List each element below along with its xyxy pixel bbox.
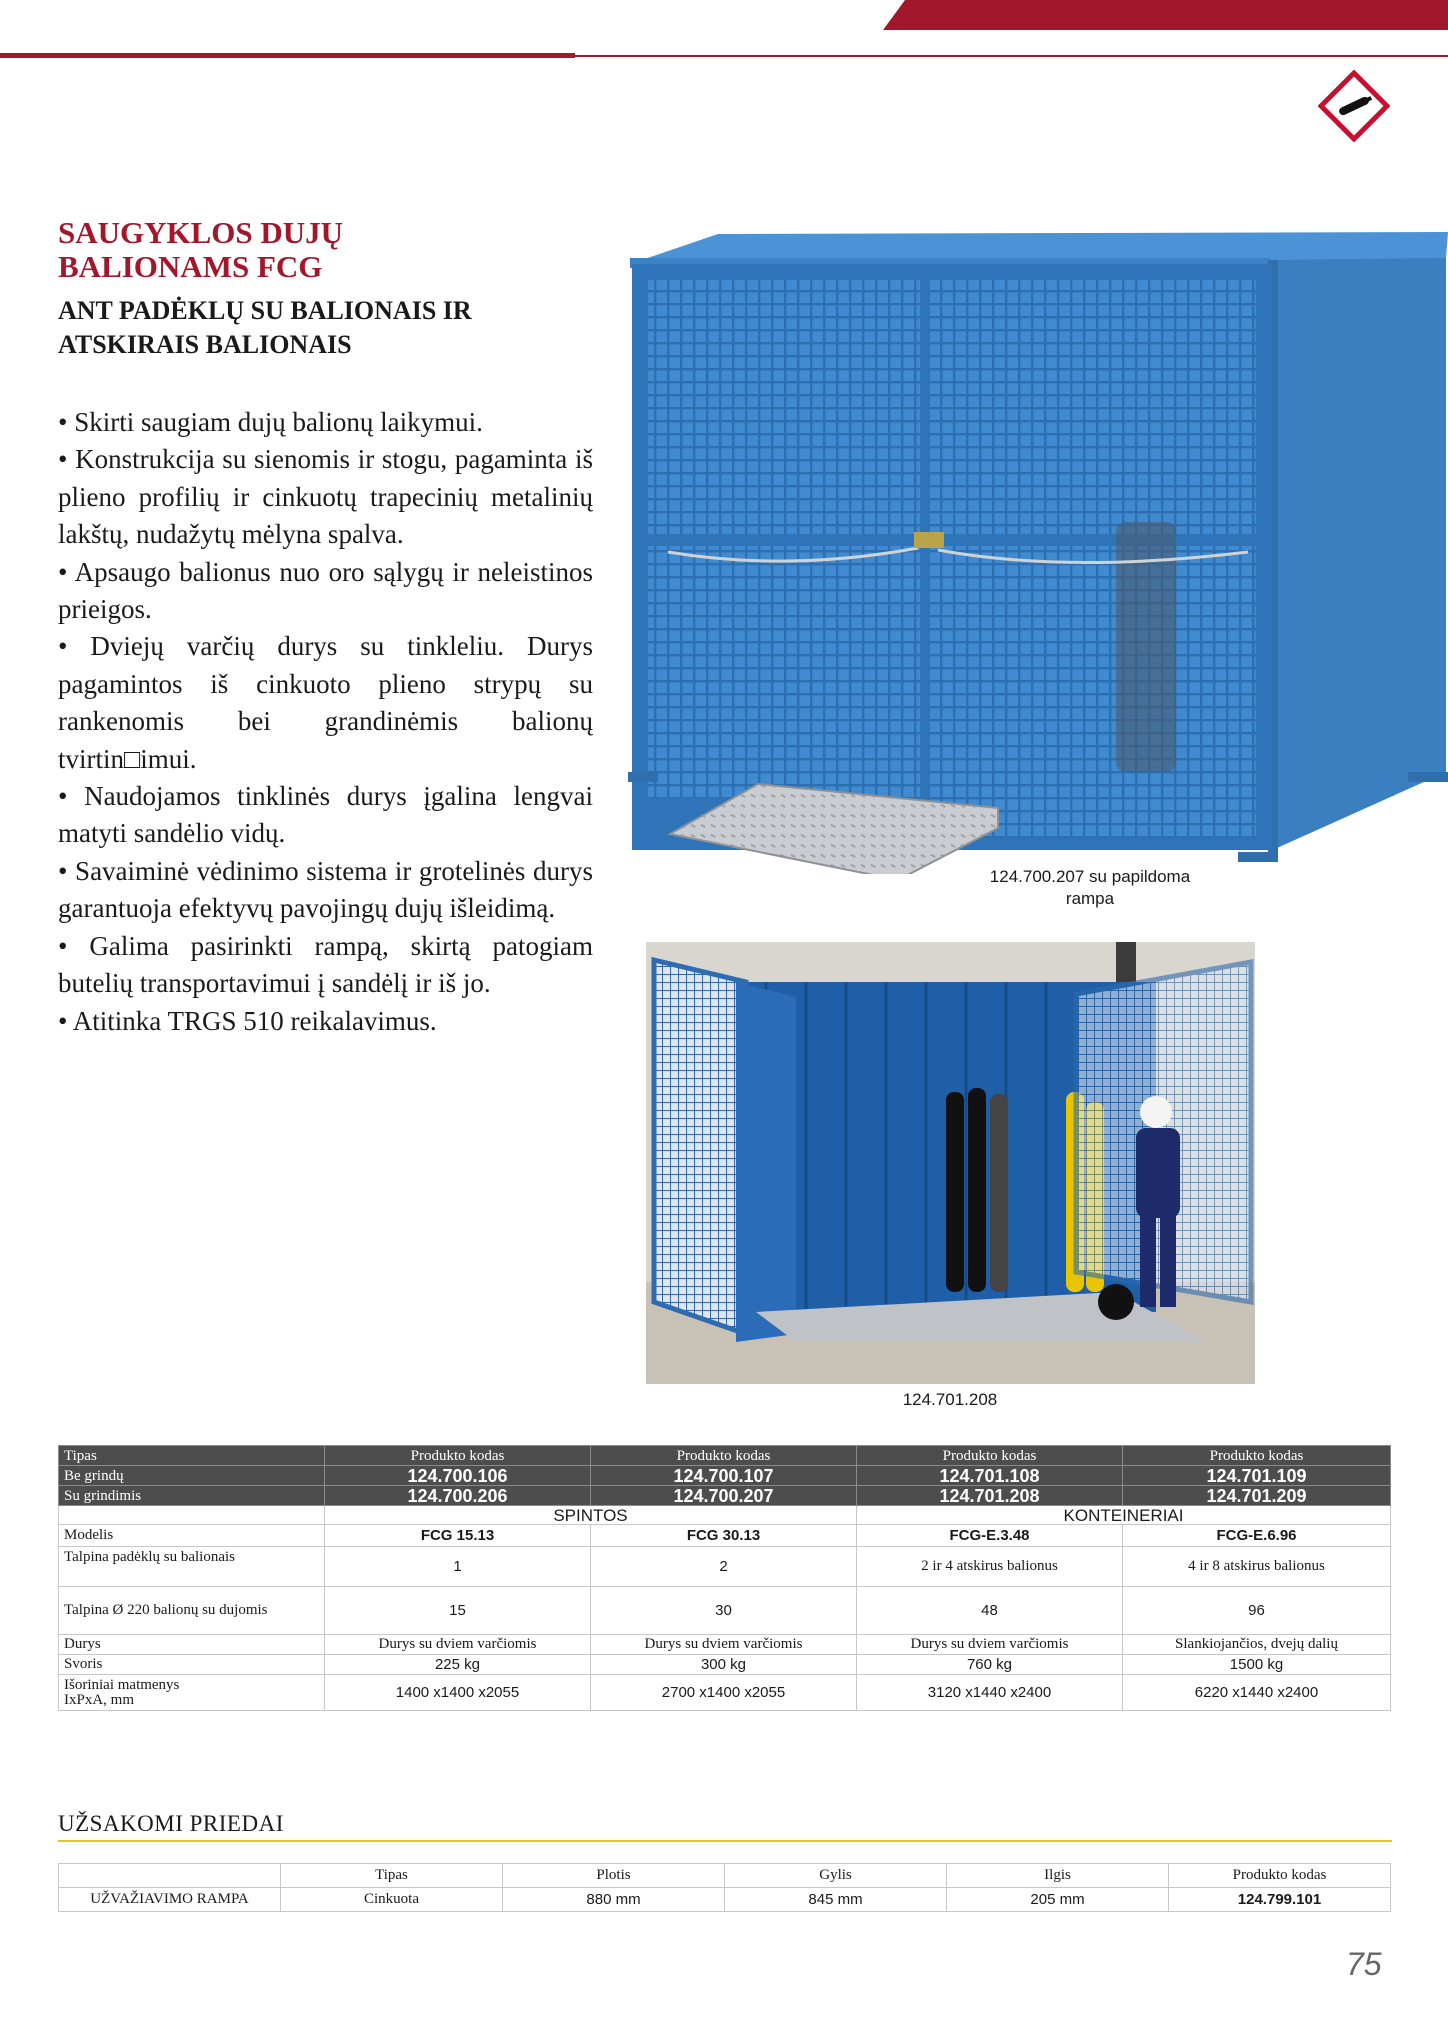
table-cell: Durys su dviem varčiomis [857,1635,1123,1655]
table-cell: 30 [591,1587,857,1635]
gas-cylinder-hazard-icon [1318,70,1390,142]
table-row [59,1547,1391,1587]
table-cell: Modelis [59,1525,325,1547]
table-cell: 2 ir 4 atskirus balionus [857,1547,1123,1587]
feature-item: • Atitinka TRGS 510 reikalavimus. [58,1005,437,1036]
table-cell: Durys su dviem varčiomis [325,1635,591,1655]
table-cell: 124.700.206 [325,1486,591,1506]
spec-table [58,1445,1391,1711]
table-cell: Durys su dviem varčiomis [591,1635,857,1655]
accessories-title: UŽSAKOMI PRIEDAI [58,1811,284,1836]
subtitle-line-1: ANT PADĖKLŲ SU BALIONAIS IR [58,296,472,325]
table-group-row [59,1506,1391,1525]
table-cell: Produkto kodas [325,1446,591,1466]
dimensions-unit-label: IxPxA, mm [64,1691,135,1708]
table-header-row [59,1864,1391,1888]
table-cell: Gylis [725,1864,947,1888]
table-cell: Durys [59,1635,325,1655]
accessories-divider [58,1840,1392,1842]
subtitle-line-2: ATSKIRAIS BALIONAIS [58,330,352,359]
table-cell: Produkto kodas [857,1446,1123,1466]
table-row [59,1888,1391,1912]
photo-caption-line-1: 124.700.207 su papildoma [989,867,1191,886]
page-number: 75 [1346,1946,1382,1982]
title-line-1: SAUGYKLOS DUJŲ [58,215,344,250]
table-cell: Produkto kodas [591,1446,857,1466]
table-row [59,1587,1391,1635]
table-cell: 205 mm [947,1888,1169,1912]
table-cell: 760 kg [857,1655,1123,1675]
feature-item: • Savaiminė vėdinimo sistema ir grotelinės durys garantuoja efektyvų pavojingų dujų išleidimą. [58,855,593,924]
table-row [59,1525,1391,1547]
table-cell: 124.700.207 [591,1486,857,1506]
table-cell: Be grindų [59,1466,325,1486]
table-cell: Talpina Ø 220 balionų su dujomis [59,1587,325,1635]
table-cell: 6220 x1440 x2400 [1123,1675,1391,1711]
table-cell: 124.701.109 [1123,1466,1391,1486]
dimensions-label: Išoriniai matmenys [64,1676,180,1693]
feature-item: • Skirti saugiam dujų balionų laikymui. [58,407,483,437]
table-cell: Cinkuota [281,1888,503,1912]
feature-list [58,404,593,1040]
feature-item: • Konstrukcija su sienomis ir stogu, pagaminta iš plieno profilių ir cinkuotų trapecinių metalinių lakštų, nudažytų mėlyna spalva. [58,444,593,550]
group-label-konteineriai: KONTEINERIAI [857,1506,1391,1525]
table-cell: Talpina padėklų su balionais [59,1547,325,1587]
table-cell: Su grindimis [59,1486,325,1506]
table-cell: 3120 x1440 x2400 [857,1675,1123,1711]
table-cell: 2700 x1400 x2055 [591,1675,857,1711]
group-label-spintos: SPINTOS [325,1506,857,1525]
table-cell: 124.799.101 [1169,1888,1391,1912]
page-title [58,216,578,284]
table-row [59,1486,1391,1506]
table-cell: 124.701.108 [857,1466,1123,1486]
table-cell: Produkto kodas [1169,1864,1391,1888]
table-row [59,1675,1391,1711]
table-cell: 845 mm [725,1888,947,1912]
table-cell: Slankiojančios, dvejų dalių [1123,1635,1391,1655]
table-cell: FCG 15.13 [325,1525,591,1547]
table-row [59,1466,1391,1486]
feature-item: • Apsaugo balionus nuo oro sąlygų ir neleistinos prieigos. [58,556,593,625]
table-cell: 1400 x1400 x2055 [325,1675,591,1711]
table-cell: Plotis [503,1864,725,1888]
table-cell: FCG-E.3.48 [857,1525,1123,1547]
table-cell [59,1864,281,1888]
table-cell: 300 kg [591,1655,857,1675]
table-row [59,1655,1391,1675]
title-line-2: BALIONAMS FCG [58,249,323,284]
photo-caption-line-2: rampa [1065,889,1115,908]
table-cell: 1500 kg [1123,1655,1391,1675]
photo-caption-cabinet [940,866,1240,910]
table-cell: FCG 30.13 [591,1525,857,1547]
table-cell [59,1506,325,1525]
table-cell: 880 mm [503,1888,725,1912]
table-cell: 96 [1123,1587,1391,1635]
table-cell: Tipas [281,1864,503,1888]
table-cell: Tipas [59,1446,325,1466]
table-cell: 124.701.209 [1123,1486,1391,1506]
table-cell: 124.701.208 [857,1486,1123,1506]
product-photo-cabinet [628,212,1448,874]
table-row [59,1635,1391,1655]
accessories-table [58,1863,1391,1912]
feature-item: • Dviejų varčių durys su tinkleliu. Durys pagamintos iš cinkuoto plieno strypų su rankenomis bei grandinėmis balionų tvirtin□imui. [58,631,593,774]
table-cell: 4 ir 8 atskirus balionus [1123,1547,1391,1587]
page-subtitle [58,294,618,362]
table-cell: 124.700.107 [591,1466,857,1486]
table-cell: Produkto kodas [1123,1446,1391,1466]
feature-item: • Galima pasirinkti rampą, skirtą patogiam butelių transportavimui į sandėlį ir iš jo. [58,930,593,999]
header-decoration [0,0,1448,60]
table-cell: 2 [591,1547,857,1587]
table-cell: 124.700.106 [325,1466,591,1486]
table-cell: Svoris [59,1655,325,1675]
table-cell: 225 kg [325,1655,591,1675]
table-cell: 15 [325,1587,591,1635]
table-header-row [59,1446,1391,1466]
table-cell [59,1675,325,1711]
table-cell: Ilgis [947,1864,1169,1888]
table-cell: UŽVAŽIAVIMO RAMPA [59,1888,281,1912]
table-cell: 48 [857,1587,1123,1635]
photo-caption-container: 124.701.208 [902,1390,998,1409]
product-photo-container [646,942,1255,1384]
feature-item: • Naudojamos tinklinės durys įgalina lengvai matyti sandėlio vidų. [58,781,593,849]
table-cell: 1 [325,1547,591,1587]
table-cell: FCG-E.6.96 [1123,1525,1391,1547]
